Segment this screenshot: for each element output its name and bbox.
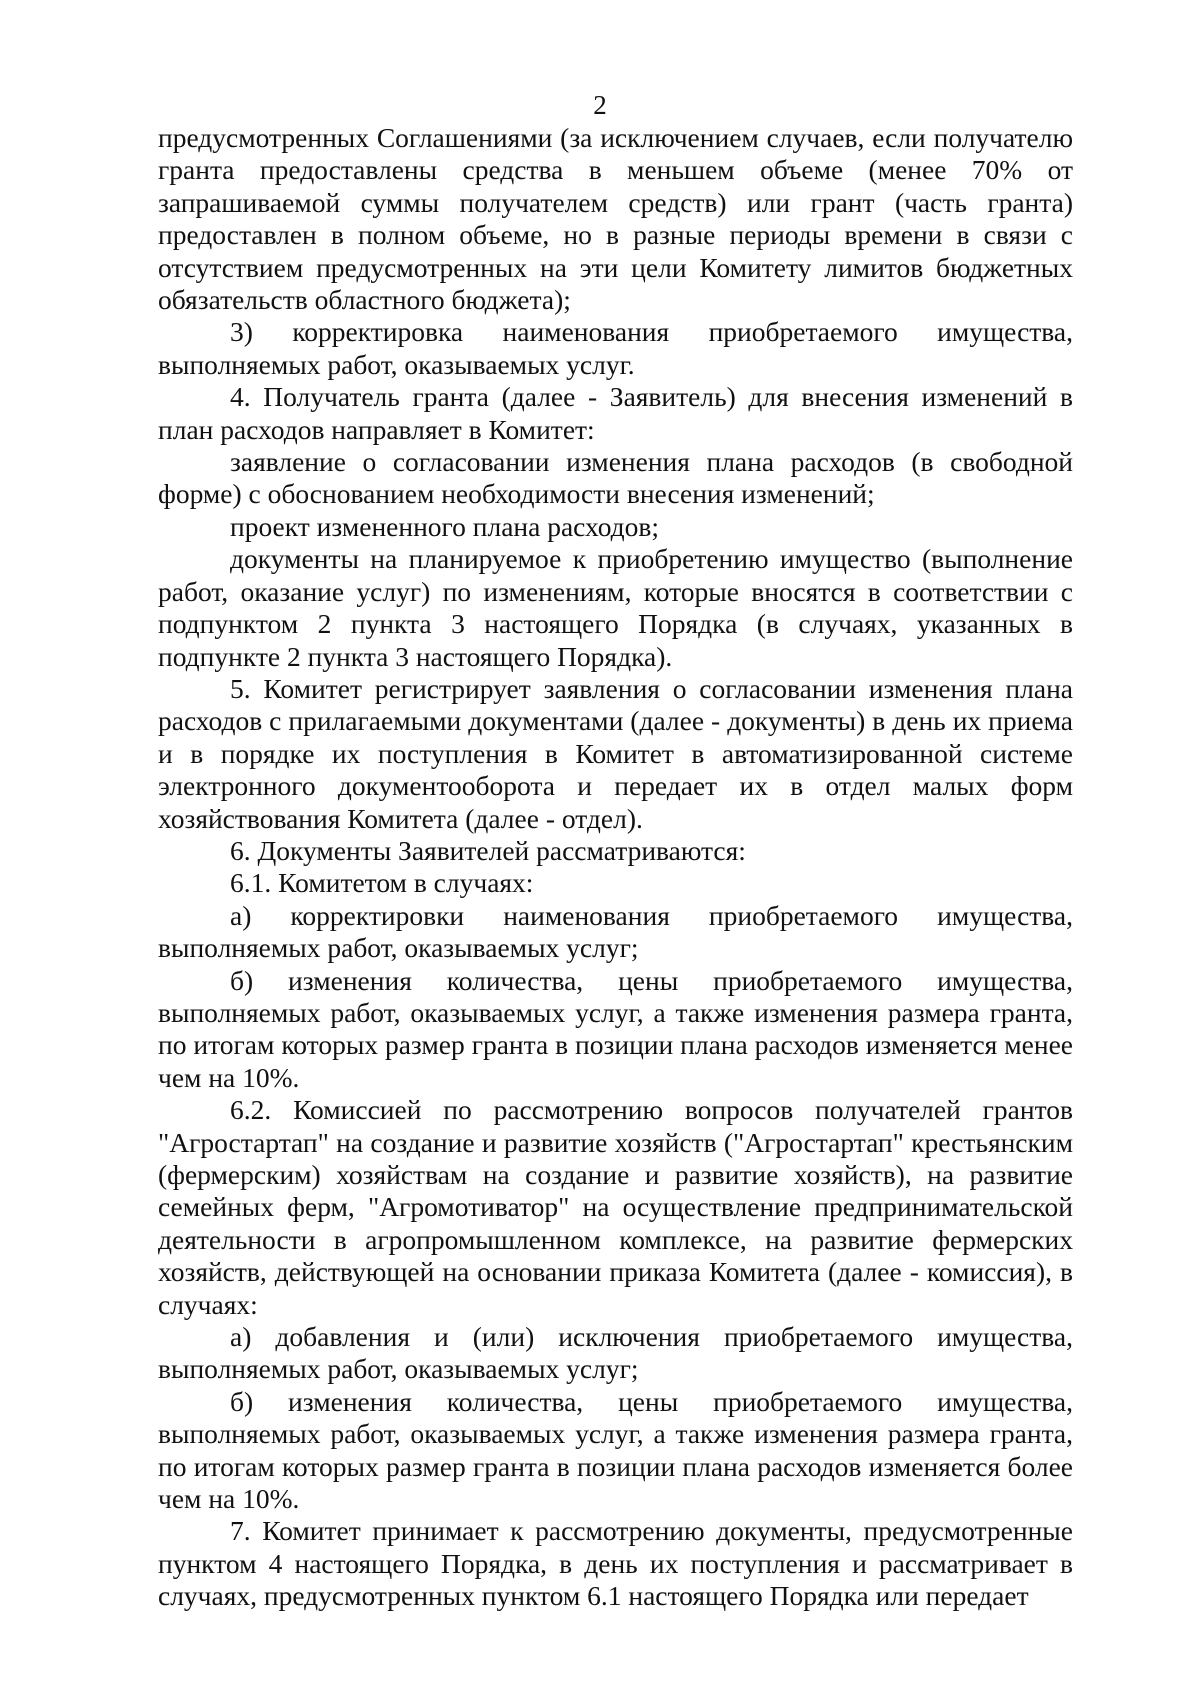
paragraph-4-application: заявление о согласовании изменения плана расходов (в свободной форме) с обоснованием необходимости внесения изменений; [158, 446, 1073, 510]
paragraph-item-3: 3) корректировка наименования приобретаемого имущества, выполняемых работ, оказываемых услуг. [158, 316, 1073, 380]
paragraph-6-1: 6.1. Комитетом в случаях: [230, 867, 534, 899]
paragraph-7: 7. Комитет принимает к рассмотрению документы, предусмотренные пунктом 4 настоящего Порядка, в день их поступления и рассматривает в случаях, предусмотренных пунктом 6.1 настоящего Порядка или передает [158, 1515, 1073, 1612]
paragraph-6-1-a: а) корректировки наименования приобретаемого имущества, выполняемых работ, оказываемых услуг; [158, 899, 1073, 964]
paragraph-continuation: предусмотренных Соглашениями (за исключением случаев, если получателю гранта предоставлены средства в меньшем объеме (менее 70% от запрашиваемой суммы получателем средств) или грант (часть гранта) предоставлен в полном объеме, но в разные периоды времени в связи с отсутствием предусмотренных на эти цели Комитету лимитов бюджетных обязательств областного бюджета); [158, 122, 1073, 316]
paragraph-4-documents: документы на планируемое к приобретению имущество (выполнение работ, оказание услуг) по изменениям, которые вносятся в соответствии с подпунктом 2 пункта 3 настоящего Порядка (в случаях, указанных в подпункте 2 пункта 3 настоящего Порядка). [158, 543, 1073, 672]
page-number: 2 [593, 90, 607, 120]
paragraph-4: 4. Получатель гранта (далее - Заявитель) для внесения изменений в план расходов направляет в Комитет: [158, 381, 1073, 445]
paragraph-5: 5. Комитет регистрирует заявления о согласовании изменения плана расходов с прилагаемыми документами (далее - документы) в день их приема и в порядке их поступления в Комитет в автоматизированной системе электронного документооборота и передает их в отдел малых форм хозяйствования Комитета (далее - отдел). [158, 672, 1073, 834]
document-body [158, 122, 1073, 1613]
paragraph-6-2-b: б) изменения количества, цены приобретаемого имущества, выполняемых работ, оказываемых услуг, а также изменения размера гранта, по итогам которых размер гранта в позиции плана расходов изменяется более чем на 10%. [158, 1385, 1073, 1515]
paragraph-6: 6. Документы Заявителей рассматриваются: [230, 834, 746, 866]
paragraph-4-draft-plan: проект измененного плана расходов; [230, 510, 660, 542]
paragraph-6-2-a: а) добавления и (или) исключения приобретаемого имущества, выполняемых работ, оказываемых услуг; [158, 1321, 1073, 1385]
paragraph-6-1-b: б) изменения количества, цены приобретаемого имущества, выполняемых работ, оказываемых услуг, а также изменения размера гранта, по итогам которых размер гранта в позиции плана расходов изменяется менее чем на 10%. [158, 964, 1073, 1093]
paragraph-6-2: 6.2. Комиссией по рассмотрению вопросов получателей грантов "Агростартап" на создание и развитие хозяйств ("Агростартап" крестьянским (фермерским) хозяйствам на создание и развитие хозяйств), на развитие семейных ферм, "Агромотиватор" на осуществление предпринимательской деятельности в агропромышленном комплексе, на развитие фермерских хозяйств, действующей на основании приказа Комитета (далее - комиссия), в случаях: [158, 1094, 1073, 1320]
